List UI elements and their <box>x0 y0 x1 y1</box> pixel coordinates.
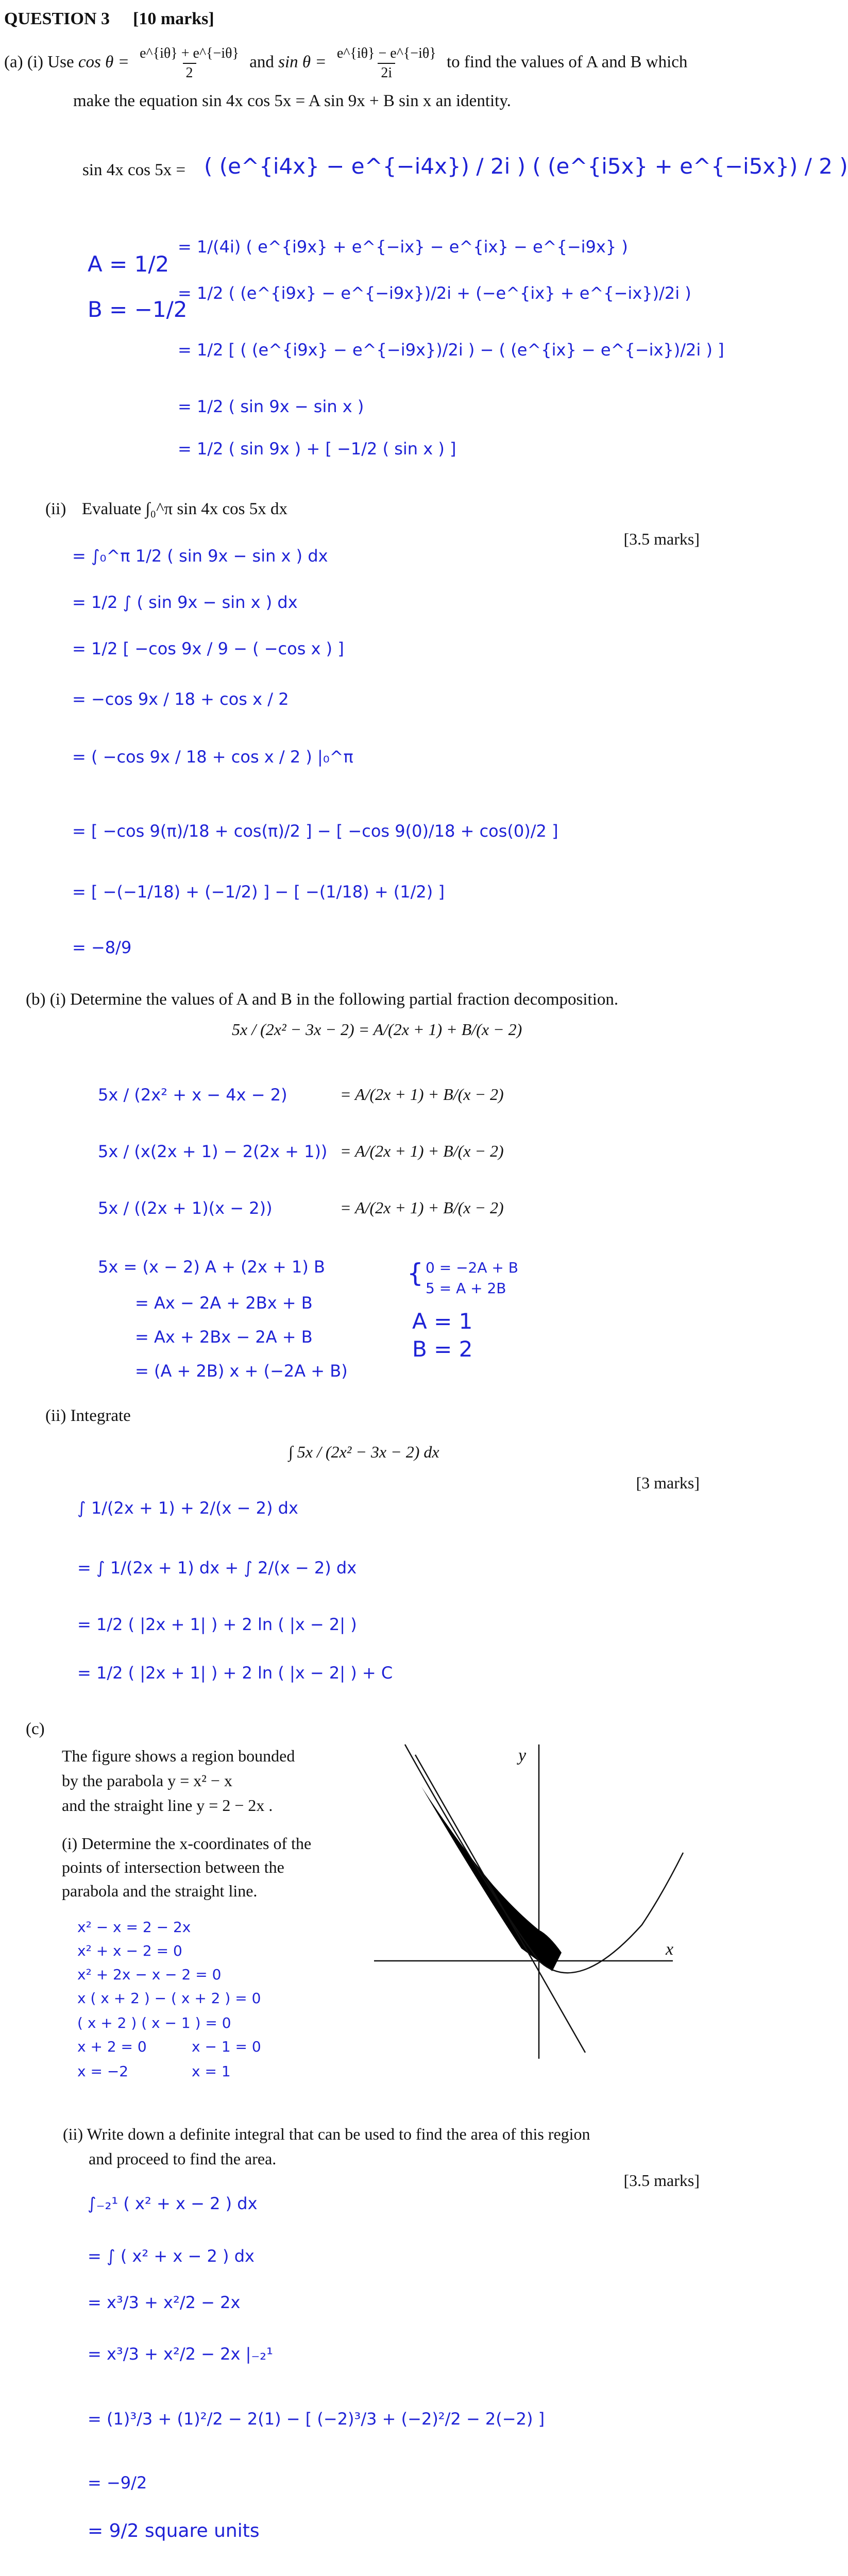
part-c-i-2: points of intersection between the <box>62 1858 284 1876</box>
hw-b-value-A: A = 1 <box>412 1309 473 1334</box>
hw-b-value-B: B = 2 <box>412 1336 473 1362</box>
shaded-region <box>421 1787 562 1971</box>
hw-b-frac: 5x / (2x² + x − 4x − 2) <box>98 1085 287 1105</box>
hw-c-ii-final: = 9/2 square units <box>88 2520 260 2541</box>
straight-line <box>415 1755 585 2053</box>
part-b-ii-prompt: (ii) Integrate <box>45 1406 131 1425</box>
hw-a-step: = 1/2 ( sin 9x − sin x ) <box>178 397 364 416</box>
hw-b-frac: 5x / ((2x + 1)(x − 2)) <box>98 1198 273 1218</box>
part-c-desc-3: and the straight line y = 2 − 2x . <box>62 1796 273 1815</box>
part-c-ii-marks: [3.5 marks] <box>623 2171 700 2190</box>
hw-a-value-A: A = 1/2 <box>88 251 169 277</box>
hw-c-ii-step: = −9/2 <box>88 2473 147 2493</box>
question-label: QUESTION 3 <box>4 9 110 28</box>
hw-c-ii-step: ∫₋₂¹ ( x² + x − 2 ) dx <box>88 2194 258 2213</box>
hw-c-i-step-right: x − 1 = 0 <box>192 2038 261 2055</box>
hw-a-step: = 1/(4i) ( e^{i9x} + e^{−ix} − e^{ix} − e^{−i9x} ) <box>178 237 628 257</box>
hw-system-eq2: 5 = A + 2B <box>426 1280 506 1297</box>
hw-a-ii-step: = [ −cos 9(π)/18 + cos(π)/2 ] − [ −cos 9(0)/18 + cos(0)/2 ] <box>72 821 558 841</box>
rhs-3: = A/(2x + 1) + B/(x − 2) <box>340 1198 504 1217</box>
hw-c-i-step: x + 2 = 0 <box>77 2038 147 2055</box>
part-a-lhs: sin 4x cos 5x = <box>82 161 186 179</box>
hw-system-brace: { <box>407 1258 423 1288</box>
hw-b-step: = (A + 2B) x + (−2A + B) <box>135 1361 348 1381</box>
hw-a-ii-step: = −8/9 <box>72 938 132 957</box>
hw-c-i-step: x ( x + 2 ) − ( x + 2 ) = 0 <box>77 1990 261 2007</box>
hw-c-i-step: x² + 2x − x − 2 = 0 <box>77 1966 222 1983</box>
hw-b-frac: 5x / (x(2x + 1) − 2(2x + 1)) <box>98 1142 328 1161</box>
hw-b-ii-step: = 1/2 ( |2x + 1| ) + 2 ln ( |x − 2| ) + C <box>77 1663 393 1683</box>
hw-a-step: = 1/2 ( sin 9x ) + [ −1/2 ( sin x ) ] <box>178 439 456 459</box>
hw-a-step: = 1/2 ( (e^{i9x} − e^{−i9x})/2i + (−e^{ix} + e^{−ix})/2i ) <box>178 283 691 303</box>
hw-a-ii-step: = 1/2 ∫ ( sin 9x − sin x ) dx <box>72 592 298 612</box>
part-b-ii-integral: ∫ 5x / (2x² − 3x − 2) dx <box>289 1443 439 1461</box>
rhs-1: = A/(2x + 1) + B/(x − 2) <box>340 1085 504 1104</box>
hw-c-i-step: x² + x − 2 = 0 <box>77 1942 182 1959</box>
hw-c-i-step-right: x = 1 <box>192 2063 231 2080</box>
hw-c-i-step: x = −2 <box>77 2063 129 2080</box>
x-axis-label: x <box>666 1940 674 1959</box>
hw-b-ii-step: ∫ 1/(2x + 1) + 2/(x − 2) dx <box>77 1498 298 1518</box>
hw-a-product: ( (e^{i4x} − e^{−i4x}) / 2i ) ( (e^{i5x} + e^{−i5x}) / 2 ) <box>204 154 848 179</box>
question-header <box>4 9 214 29</box>
part-b-given: 5x / (2x² − 3x − 2) = A/(2x + 1) + B/(x − 2) <box>232 1020 522 1039</box>
y-axis-label: y <box>518 1746 527 1765</box>
hw-b-ii-step: = 1/2 ( |2x + 1| ) + 2 ln ( |x − 2| ) <box>77 1615 357 1634</box>
part-a-i-prompt-line2: make the equation sin 4x cos 5x = A sin 9x + B sin x an identity. <box>73 92 511 110</box>
part-b-ii-marks: [3 marks] <box>636 1473 700 1492</box>
hw-a-ii-step: = ∫₀^π 1/2 ( sin 9x − sin x ) dx <box>72 546 328 566</box>
part-c-desc-1: The figure shows a region bounded <box>62 1747 295 1765</box>
hw-c-ii-step: = x³/3 + x²/2 − 2x <box>88 2293 241 2312</box>
hw-a-ii-step: = −cos 9x / 18 + cos x / 2 <box>72 689 289 709</box>
region-graph <box>353 1729 693 2059</box>
part-a-ii-marks: [3.5 marks] <box>623 530 700 548</box>
part-a-i-prompt: (a) (i) Use cos θ = $\frac{e\^{}\{i\theta\} + e\^{}\{-i\theta\}}{2}$ and sin θ = $\frac{e\^{}\{i\theta\} - e\^{}\{-i\theta\}}{2i}$ to find the values of A and B which <box>4 45 688 81</box>
hw-a-ii-step: = ( −cos 9x / 18 + cos x / 2 ) |₀^π <box>72 747 353 767</box>
hw-b-step: = Ax − 2A + 2Bx + B <box>135 1293 313 1313</box>
rhs-2: = A/(2x + 1) + B/(x − 2) <box>340 1142 504 1160</box>
part-b-i-prompt: (b) (i) Determine the values of A and B in the following partial fraction decomposition. <box>26 990 619 1009</box>
part-c-i-1: (i) Determine the x-coordinates of the <box>62 1834 312 1853</box>
hw-c-ii-step: = (1)³/3 + (1)²/2 − 2(1) − [ (−2)³/3 + (−2)²/2 − 2(−2) ] <box>88 2409 545 2429</box>
hw-c-ii-step: = x³/3 + x²/2 − 2x |₋₂¹ <box>88 2344 273 2364</box>
part-c-desc-2: by the parabola y = x² − x <box>62 1771 232 1790</box>
part-c-ii-1: (ii) Write down a definite integral that can be used to find the area of this region <box>63 2125 590 2143</box>
hw-b-ii-step: = ∫ 1/(2x + 1) dx + ∫ 2/(x − 2) dx <box>77 1558 357 1578</box>
hw-a-ii-step: = [ −(−1/18) + (−1/2) ] − [ −(1/18) + (1/2) ] <box>72 882 445 902</box>
hw-b-step: = Ax + 2Bx − 2A + B <box>135 1327 313 1347</box>
part-c-ii-2: and proceed to find the area. <box>89 2149 277 2168</box>
hw-c-i-step: ( x + 2 ) ( x − 1 ) = 0 <box>77 2014 231 2031</box>
part-c-label: (c) <box>26 1720 45 1738</box>
hw-c-i-step: x² − x = 2 − 2x <box>77 1919 191 1936</box>
hw-c-ii-step: = ∫ ( x² + x − 2 ) dx <box>88 2246 255 2266</box>
hw-a-value-B: B = −1/2 <box>88 297 188 322</box>
hw-system-eq1: 0 = −2A + B <box>426 1259 518 1276</box>
part-c-i-3: parabola and the straight line. <box>62 1882 258 1900</box>
hw-a-step: = 1/2 [ ( (e^{i9x} − e^{−i9x})/2i ) − ( (e^{ix} − e^{−ix})/2i ) ] <box>178 340 724 360</box>
hw-a-ii-step: = 1/2 [ −cos 9x / 9 − ( −cos x ) ] <box>72 639 344 658</box>
question-marks: [10 marks] <box>133 9 214 28</box>
hw-b-step: 5x = (x − 2) A + (2x + 1) B <box>98 1257 325 1277</box>
part-a-ii-prompt: (ii) Evaluate ∫₀^π sin 4x cos 5x dx <box>45 500 287 518</box>
